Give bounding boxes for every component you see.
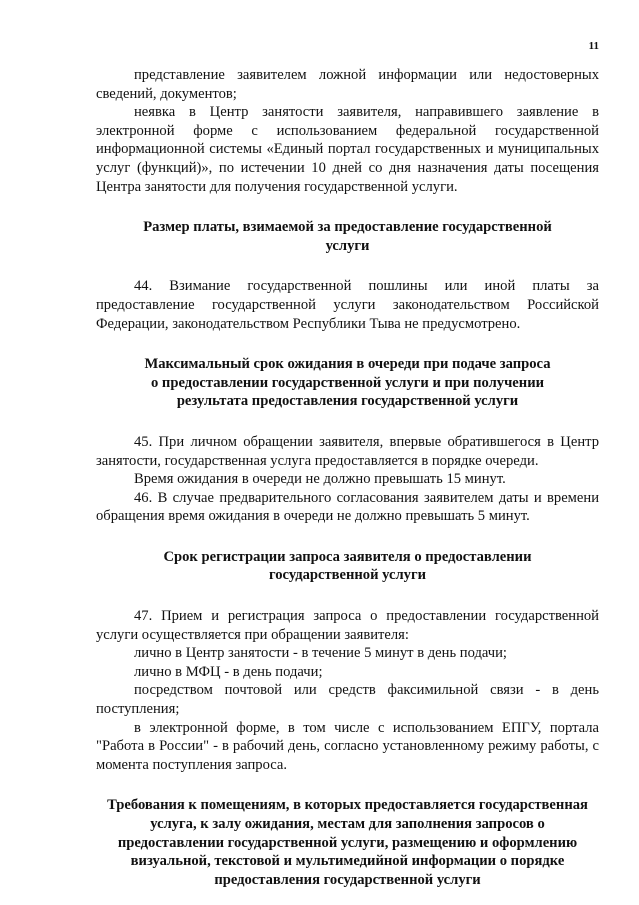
paragraph-false-info: представление заявителем ложной информации или недостоверных сведений, документов; xyxy=(96,67,599,102)
paragraph-electronic: в электронной форме, в том числе с использованием ЕПГУ, портала "Работа в России" - в рабочий день, согласно установленному режиму работы, с момента поступления запроса. xyxy=(96,719,599,773)
paragraph-47: 47. Прием и регистрация запроса о предоставлении государственной услуги осуществляется при обращении заявителя: xyxy=(96,608,599,643)
heading-queue-line2: о предоставлении государственной услуги и при получении xyxy=(150,374,545,391)
paragraph-44: 44. Взимание государственной пошлины или иной платы за предоставление государственной услуги законодательством Российской Федерации, законодательством Республики Тыва не предусмотрено. xyxy=(96,278,599,332)
heading-premises-line3: предоставлении государственной услуги, размещению и оформлению xyxy=(117,834,578,851)
heading-queue-line1: Максимальный срок ожидания в очереди при подаче запроса xyxy=(144,356,551,373)
heading-registration-line1: Срок регистрации запроса заявителя о предоставлении xyxy=(163,548,532,565)
paragraph-46: 46. В случае предварительного согласования заявителем даты и времени обращения время ожидания в очереди не должно превышать 5 минут. xyxy=(96,489,599,525)
heading-premises-line4: визуальной, текстовой и мультимедийной информации о порядке xyxy=(130,853,565,870)
paragraph-no-show: неявка в Центр занятости заявителя, направившего заявление в электронной форме с использованием федеральной государственной информационной системы «Единый портал государственных и муниципальных услуг (функций)», по истечении 10 дней со дня назначения даты посещения Центра занятости для получения государственной услуги. xyxy=(96,104,599,195)
heading-registration-line2: государственной услуги xyxy=(268,567,427,584)
heading-queue-line3: результата предоставления государственной услуги xyxy=(176,393,519,410)
paragraph-mfc: лично в МФЦ - в день подачи; xyxy=(134,663,323,680)
heading-premises-line2: услуга, к залу ожидания, местам для заполнения запросов о xyxy=(150,816,545,832)
heading-fee-line2: услуги xyxy=(325,237,370,254)
paragraph-postal: посредством почтовой или средств факсимильной связи - в день поступления; xyxy=(96,682,599,718)
heading-premises-line1: Требования к помещениям, в которых предоставляется государственная xyxy=(107,797,588,814)
document-body xyxy=(96,66,599,889)
heading-fee-line1: Размер платы, взимаемой за предоставление государственной xyxy=(143,219,552,236)
heading-premises-line5: предоставления государственной услуги xyxy=(214,871,481,888)
paragraph-45: 45. При личном обращении заявителя, впервые обратившегося в Центр занятости, государственная услуга предоставляется в порядке очереди. xyxy=(96,433,599,469)
paragraph-center: лично в Центр занятости - в течение 5 минут в день подачи; xyxy=(134,645,507,662)
paragraph-wait-time: Время ожидания в очереди не должно превышать 15 минут. xyxy=(134,471,506,488)
page-number: 11 xyxy=(588,40,599,52)
